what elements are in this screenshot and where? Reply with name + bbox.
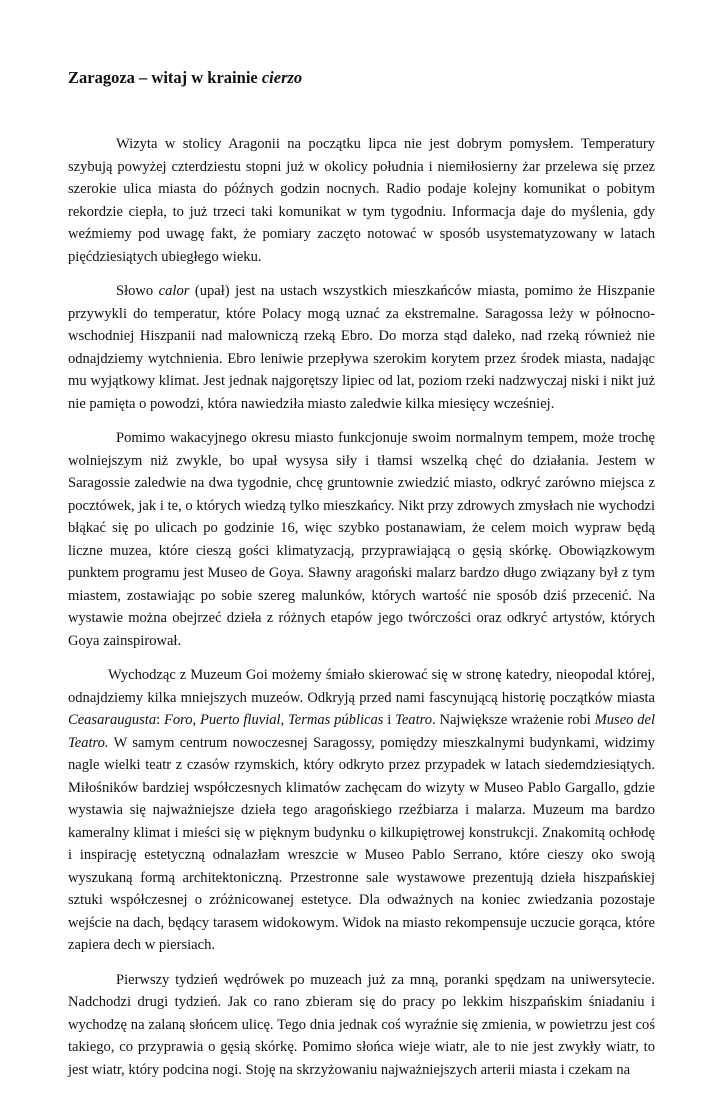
text-run: ,	[192, 712, 200, 728]
document-title	[68, 66, 655, 90]
text-run: Słowo	[116, 283, 159, 299]
title-italic: cierzo	[261, 68, 303, 87]
paragraph-4	[68, 664, 655, 957]
italic-text: Foro	[163, 712, 193, 728]
text-run: (upał) jest na ustach wszystkich mieszkańców miasta, pomimo że Hiszpanie przywykli do temperatur, które Polacy mogą uznać za ekstremalne. Saragossa leży w północno-wschodniej Hiszpanii nad malowniczą rzeką Ebro. Do morza stąd daleko, nad rzeką również nie odnajdziemy wytchnienia. Ebro leniwie przepływa szerokim korytem przez środek miasta, nadając mu wyjątkowy klimat. Jest jednak najgorętszy lipiec od lat, poziom rzeki nadzwyczaj niski i nikt już nie pamięta o powodzi, która nawiedziła miasto zaledwie kilka miesięcy wcześniej.	[68, 283, 655, 412]
document-page	[68, 66, 655, 1093]
text-run: . Największe wrażenie robi	[432, 712, 595, 728]
text-run: i	[383, 712, 396, 728]
text-run: :	[156, 712, 164, 728]
text-run: ,	[280, 712, 289, 728]
italic-text: Teatro	[395, 712, 433, 728]
italic-text: Puerto fluvial	[199, 712, 281, 728]
text-run: Pierwszy tydzień wędrówek po muzeach już za mną, poranki spędzam na uniwersytecie. Nadchodzi drugi tydzień. Jak co rano zbieram się do pracy po lekkim hiszpańskim śniadaniu i wychodzę na zalaną słońcem ulicę. Tego dnia jednak coś wyraźnie się zmienia, w powietrzu jest coś takiego, co przyprawia o gęsią skórkę. Pomimo słońca wieje wiatr, ale to nie jest zwykły wiatr, to jest wiatr, który podcina nogi. Stoję na skrzyżowaniu najważniejszych arterii miasta i czekam na	[68, 971, 655, 1078]
paragraph-1	[68, 133, 655, 268]
title-main: Zaragoza – witaj w krainie	[68, 68, 262, 87]
text-run: W samym centrum nowoczesnej Saragossy, pomiędzy mieszkalnymi budynkami, widzimy nagle wielki teatr z czasów rzymskich, który odkryto przez przypadek w latach siedemdziesiątych. Miłośników bardziej współczesnych klimatów zachęcam do wizyty w Museo Pablo Gargallo, gdzie wystawia się najważniejsze dzieła tego aragońskiego rzeźbiarza i malarza. Muzeum ma bardzo kameralny klimat i mieści się w pięknym budynku o kilkupiętrowej konstrukcji. Znakomitą ochłodę i inspirację estetyczną odnalazłam wreszcie w Museo Pablo Serrano, które cieszy oko swoją wyszukaną formą architektoniczną. Przestronne sale wystawowe prezentują dzieła hiszpańskiej sztuki współczesnej o zróżnicowanej estetyce. Dla odważnych na koniec zwiedzania pozostaje wejście na dach, będący tarasem widokowym. Widok na miasto rekompensuje uczucie gorąca, które zapiera dech w piersiach.	[68, 734, 655, 953]
paragraph-5	[68, 969, 655, 1082]
italic-text: Termas públicas	[288, 712, 384, 728]
italic-text: calor	[158, 283, 190, 299]
italic-text: Ceasaraugusta	[68, 712, 157, 728]
text-run: Pomimo wakacyjnego okresu miasto funkcjonuje swoim normalnym tempem, może trochę wolniejszym niż zwykle, bo upał wysysa siły i tłamsi wszelką chęć do działania. Jestem w Saragossie zaledwie na dwa tygodnie, chcę gruntownie zwiedzić miasto, odkryć zarówno miejsca z pocztówek, jak i te, o których wiedzą tylko mieszkańcy. Nikt przy zdrowych zmysłach nie wychodzi błąkać się po ulicach po godzinie 16, więc szybko postanawiam, że celem moich wypraw będą liczne muzea, które cieszą gości klimatyzacją, przyprawiającą o gęsią skórkę. Obowiązkowym punktem programu jest Museo de Goya. Sławny aragoński malarz bardzo długo związany był z tym miastem, zostawiając po sobie szereg malunków, których wartość nie sposób dziś przecenić. Na wystawie można obejrzeć dzieła z różnych etapów jego twórczości oraz odkryć artystów, których Goya zainspirował.	[68, 430, 655, 649]
paragraph-3	[68, 427, 655, 652]
text-run: Wizyta w stolicy Aragonii na początku lipca nie jest dobrym pomysłem. Temperatury szybują powyżej czterdziestu stopni już w okolicy południa i niemiłosierny żar przelewa się przez szerokie ulica miasta do późnych godzin nocnych. Radio podaje kolejny komunikat o pobitym rekordzie ciepła, to już trzeci taki komunikat w tym tygodniu. Informacja daje do myślenia, gdy weźmiemy pod uwagę fakt, że pomiary zaczęto notować w sposób usystematyzowany w latach pięćdziesiątych ubiegłego wieku.	[68, 136, 655, 265]
italic-text: Museo del Teatro.	[68, 712, 656, 751]
paragraph-2	[68, 280, 655, 415]
text-run: Wychodząc z Muzeum Goi możemy śmiało skierować się w stronę katedry, nieopodal której, odnajdziemy kilka mniejszych muzeów. Odkryją przed nami fascynującą historię początków miasta	[68, 667, 655, 706]
